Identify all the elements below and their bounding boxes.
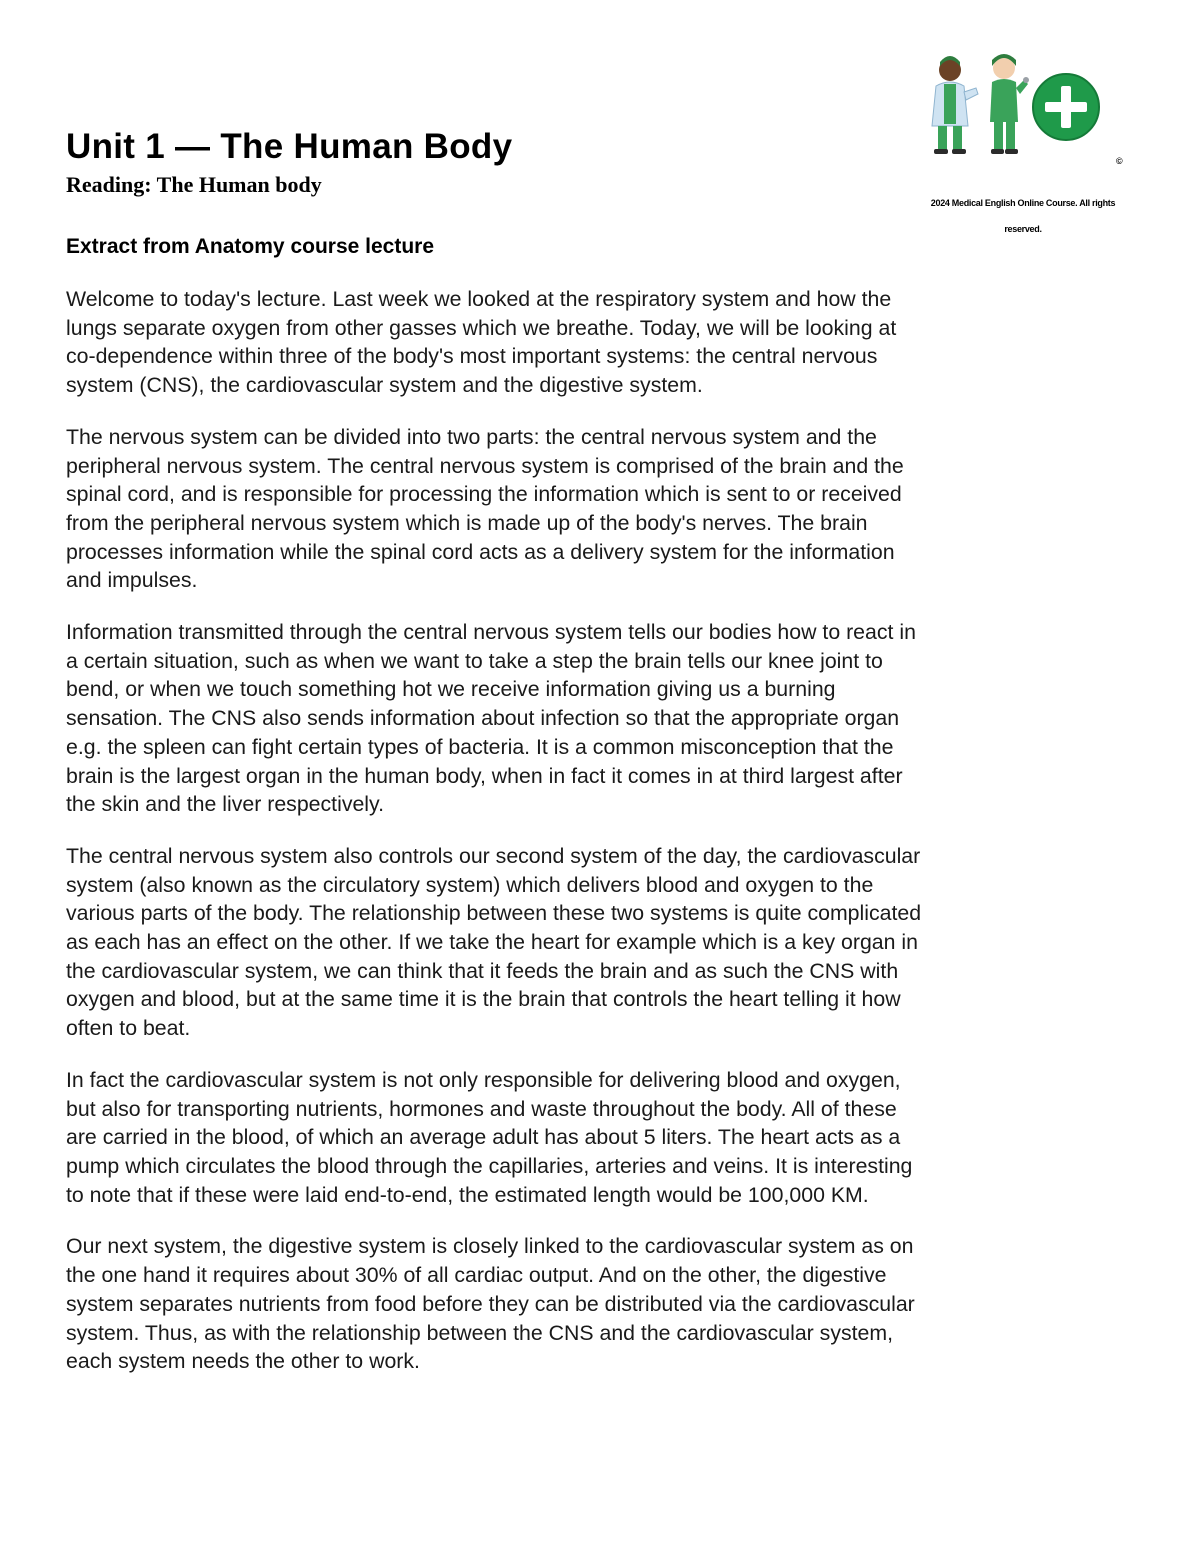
paragraph: The central nervous system also controls our second system of the day, the cardiovascular system (also known as the circulatory system) which delivers blood and oxygen to the various parts of the body. The relationship between these two systems is quite complicated as each has an effect on the other. If we take the heart for example which is a key organ in the cardiovascular system, we can think that it feeds the brain and as such the CNS with oxygen and blood, but at the same time it is the brain that controls the heart telling it how often to beat.: [66, 843, 922, 1041]
nurse-figure-icon: [990, 54, 1029, 154]
paragraph: Welcome to today's lecture. Last week we looked at the respiratory system and how the lungs separate oxygen from other gasses which we breathe. Today, we will be looking at co-dependence within three of the body's most important systems: the central nervous system (CNS), the cardiovascular system and the digestive system.: [66, 287, 897, 398]
page-title: Unit 1 — The Human Body: [66, 127, 513, 166]
section-heading: Extract from Anatomy course lecture: [66, 235, 435, 258]
copyright-notice: [918, 190, 1128, 242]
copyright-line-2: reserved.: [1004, 224, 1042, 234]
doctors-with-plus-icon: [918, 48, 1114, 160]
paragraph: In fact the cardiovascular system is not only responsible for delivering blood and oxygen, but also for transporting nutrients, hormones and waste throughout the body. All of these are carried in the blood, of which an average adult has about 5 liters. The heart acts as a pump which circulates the blood through the capillaries, arteries and veins. It is interesting to note that if these were laid end-to-end, the estimated length would be 100,000 KM.: [66, 1067, 913, 1207]
paragraph: Our next system, the digestive system is closely linked to the cardiovascular system as on the one hand it requires about 30% of all cardiac output. And on the other, the digestive system separates nutrients from food before they can be distributed via the cardiovascular system. Thus, as with the relationship between the CNS and the cardiovascular system, each system needs the other to work.: [66, 1234, 915, 1374]
copyright-line-1: 2024 Medical English Online Course. All rights: [930, 198, 1116, 208]
plus-circle-icon: [1033, 74, 1099, 140]
paragraph: The nervous system can be divided into two parts: the central nervous system and the peripheral nervous system. The central nervous system is comprised of the brain and the spinal cord, and is responsible for processing the information which is sent to or received from the peripheral nervous system which is made up of the body's nerves. The brain processes information while the spinal cord acts as a delivery system for the information and impulses.: [66, 424, 904, 593]
doctor-figure-icon: [932, 56, 978, 154]
lecture-body: [66, 285, 928, 1399]
copyright-symbol: ©: [1116, 156, 1123, 166]
reading-subtitle: Reading: The Human body: [66, 172, 322, 197]
paragraph: Information transmitted through the central nervous system tells our bodies how to react in a certain situation, such as when we want to take a step the brain tells our knee joint to bend, or when we touch something hot we receive information giving us a burning sensation. The CNS also sends information about infection so that the appropriate organ e.g. the spleen can fight certain types of bacteria. It is a common misconception that the brain is the largest organ in the human body, when in fact it comes in at third largest after the skin and the liver respectively.: [66, 620, 916, 817]
